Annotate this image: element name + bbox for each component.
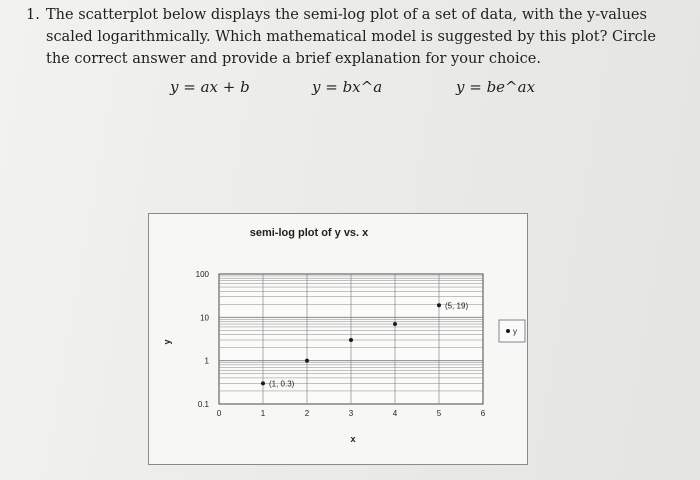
graph-card xyxy=(148,213,528,465)
legend-box xyxy=(499,320,525,342)
question-text: The scatterplot below displays the semi-log plot of a set of data, with the y-values scaled logarithmically. Which mathematical model is suggested by this plot? Circle the correct answer and provide a brief explanation for your choice. xyxy=(46,7,656,67)
x-tick-label: 5 xyxy=(436,409,442,418)
data-point xyxy=(349,338,353,342)
legend xyxy=(499,320,525,342)
data-label: (1, 0.3) xyxy=(269,379,295,389)
legend-label: y xyxy=(513,327,517,336)
y-tick-label: 1 xyxy=(204,356,209,366)
y-tick-label: 10 xyxy=(200,313,209,323)
x-tick-label: 2 xyxy=(304,409,310,418)
x-tick-label: 0 xyxy=(216,409,222,418)
choice-exponential[interactable]: y = be^ax xyxy=(456,78,536,96)
y-tick-label: 0.1 xyxy=(197,400,209,409)
semi-log-chart xyxy=(149,214,527,464)
y-axis-label: y xyxy=(162,339,172,345)
question-number: 1. xyxy=(26,7,40,23)
data-point xyxy=(261,381,265,385)
x-tick-label: 3 xyxy=(348,409,354,418)
data-point xyxy=(393,322,397,326)
x-tick-label: 4 xyxy=(392,409,398,418)
data-label: (5, 19) xyxy=(445,301,469,311)
x-axis-label: x xyxy=(350,434,356,444)
choice-linear[interactable]: y = ax + b xyxy=(170,78,250,96)
legend-marker xyxy=(506,329,510,333)
x-tick-label: 6 xyxy=(480,409,486,418)
y-tick-label: 100 xyxy=(195,270,209,279)
choice-power[interactable]: y = bx^a xyxy=(312,78,383,96)
x-tick-label: 1 xyxy=(260,409,266,418)
chart-title: semi-log plot of y vs. x xyxy=(249,227,369,239)
data-point xyxy=(305,359,309,363)
data-point xyxy=(437,303,441,307)
